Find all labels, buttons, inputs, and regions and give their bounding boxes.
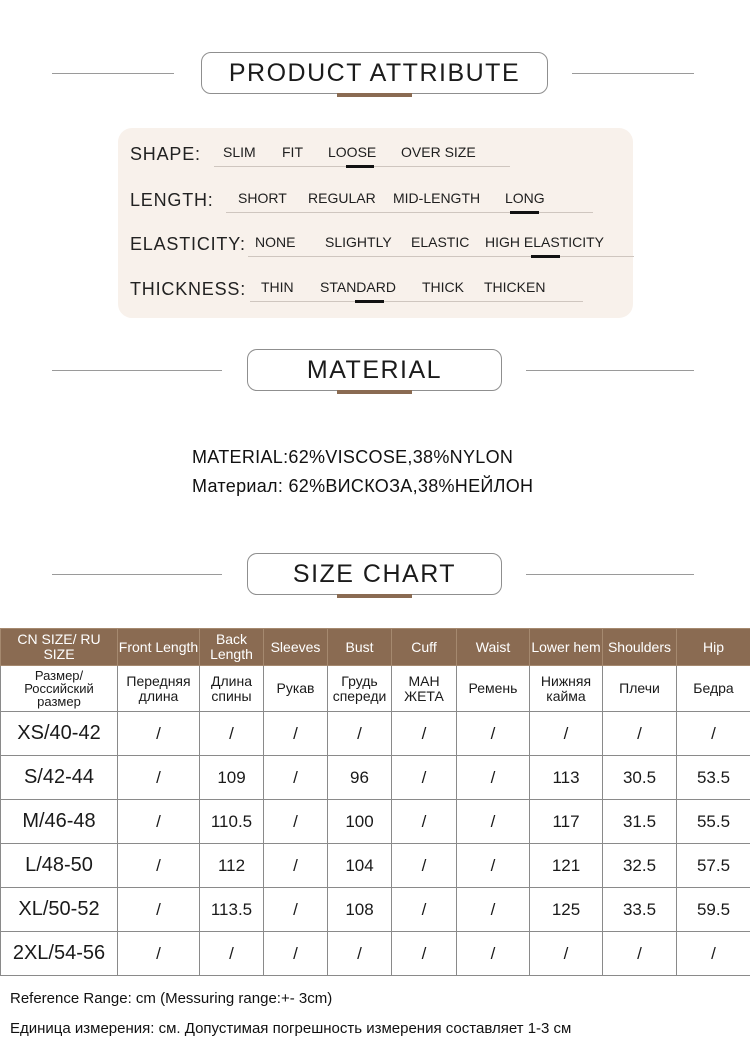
- table-cell: 117: [530, 800, 603, 844]
- attr-baseline: [250, 301, 583, 302]
- table-row: [1, 800, 750, 844]
- table-cell: 33.5: [603, 888, 677, 932]
- ru-column-header: Грудь спереди: [328, 666, 392, 712]
- table-cell: 121: [530, 844, 603, 888]
- material-ru: Материал: 62%ВИСКОЗА,38%НЕЙЛОН: [192, 476, 534, 496]
- table-cell: /: [118, 756, 200, 800]
- attr-option: ELASTIC: [411, 234, 470, 250]
- ru-column-header: Нижняя кайма: [530, 666, 603, 712]
- section-title: MATERIAL: [247, 349, 502, 391]
- table-cell: 100: [328, 800, 392, 844]
- column-header: Hip: [677, 629, 750, 666]
- table-cell: 104: [328, 844, 392, 888]
- table-cell: 59.5: [677, 888, 750, 932]
- table-header-row: [1, 629, 750, 666]
- divider-line: [526, 574, 694, 575]
- size-chart-header: [0, 553, 750, 603]
- size-cell: XL/50-52: [1, 888, 118, 932]
- table-row: [1, 712, 750, 756]
- table-cell: /: [264, 888, 328, 932]
- footnote-ru: Единица измерения: см. Допустимая погрешность измерения составляет 1-3 см: [10, 1020, 572, 1037]
- table-cell: 55.5: [677, 800, 750, 844]
- table-cell: /: [603, 932, 677, 976]
- table-cell: /: [457, 712, 530, 756]
- ru-column-header: МАН ЖЕТА: [392, 666, 457, 712]
- attr-option: SLIM: [223, 144, 256, 160]
- attr-option: FIT: [282, 144, 303, 160]
- table-cell: 113.5: [200, 888, 264, 932]
- material-en: MATERIAL:62%VISCOSE,38%NYLON: [192, 447, 514, 467]
- divider-line: [52, 370, 222, 371]
- attr-option: THIN: [261, 279, 294, 295]
- attr-option: REGULAR: [308, 190, 376, 206]
- table-cell: 57.5: [677, 844, 750, 888]
- table-cell: /: [677, 712, 750, 756]
- table-cell: /: [328, 712, 392, 756]
- table-cell: /: [264, 932, 328, 976]
- divider-line: [52, 73, 174, 74]
- attr-option: SLIGHTLY: [325, 234, 392, 250]
- table-cell: 53.5: [677, 756, 750, 800]
- table-cell: /: [200, 932, 264, 976]
- table-row: [1, 888, 750, 932]
- attr-option: THICKEN: [484, 279, 546, 295]
- ru-column-header: Бедра: [677, 666, 750, 712]
- table-row: [1, 844, 750, 888]
- table-cell: /: [264, 844, 328, 888]
- attr-option: MID-LENGTH: [393, 190, 481, 206]
- table-cell: /: [392, 800, 457, 844]
- selected-marker: [510, 211, 539, 214]
- title-underline: [337, 594, 412, 598]
- column-header: Sleeves: [264, 629, 328, 666]
- table-cell: /: [264, 800, 328, 844]
- attr-option: OVER SIZE: [401, 144, 476, 160]
- attr-option-selected: HIGH ELASTICITY: [485, 234, 605, 250]
- size-cell: 2XL/54-56: [1, 932, 118, 976]
- table-cell: /: [603, 712, 677, 756]
- table-cell: /: [457, 844, 530, 888]
- footnote-en: Reference Range: cm (Messuring range:+- 3cm): [10, 990, 333, 1007]
- selected-marker: [355, 300, 384, 303]
- selected-marker: [346, 165, 374, 168]
- table-cell: /: [457, 756, 530, 800]
- column-header: Back Length: [200, 629, 264, 666]
- attr-option-selected: LONG: [505, 190, 545, 206]
- table-cell: /: [118, 844, 200, 888]
- table-cell: /: [677, 932, 750, 976]
- table-cell: 112: [200, 844, 264, 888]
- title-underline: [337, 390, 412, 394]
- table-cell: /: [118, 888, 200, 932]
- ru-column-header: Ремень: [457, 666, 530, 712]
- divider-line: [526, 370, 694, 371]
- table-cell: /: [392, 712, 457, 756]
- attr-option: NONE: [255, 234, 296, 250]
- column-header: Bust: [328, 629, 392, 666]
- table-cell: /: [200, 712, 264, 756]
- attr-option: THICK: [422, 279, 464, 295]
- column-header: Shoulders: [603, 629, 677, 666]
- column-header: Cuff: [392, 629, 457, 666]
- table-cell: /: [457, 800, 530, 844]
- table-cell: /: [457, 932, 530, 976]
- table-cell: 96: [328, 756, 392, 800]
- attr-label: ELASTICITY:: [130, 234, 246, 254]
- attr-label: THICKNESS:: [130, 279, 247, 299]
- attr-label: SHAPE:: [130, 144, 201, 164]
- title-underline: [337, 93, 412, 97]
- column-header: Lower hem: [530, 629, 603, 666]
- table-cell: /: [118, 712, 200, 756]
- table-cell: 30.5: [603, 756, 677, 800]
- table-cell: 125: [530, 888, 603, 932]
- table-cell: /: [118, 932, 200, 976]
- attr-baseline: [248, 256, 634, 257]
- table-cell: /: [457, 888, 530, 932]
- product-attribute-header: [0, 52, 750, 102]
- material-header: [0, 349, 750, 399]
- table-cell: 109: [200, 756, 264, 800]
- table-cell: 31.5: [603, 800, 677, 844]
- ru-column-header: Размер/ Российский размер: [1, 666, 118, 712]
- table-cell: /: [392, 844, 457, 888]
- ru-column-header: Передняя длина: [118, 666, 200, 712]
- table-cell: 110.5: [200, 800, 264, 844]
- table-cell: 113: [530, 756, 603, 800]
- section-title: SIZE CHART: [247, 553, 502, 595]
- section-title: PRODUCT ATTRIBUTE: [201, 52, 548, 94]
- table-cell: /: [392, 932, 457, 976]
- table-cell: /: [328, 932, 392, 976]
- size-cell: S/42-44: [1, 756, 118, 800]
- table-cell: /: [530, 932, 603, 976]
- attribute-panel: [118, 128, 633, 318]
- selected-marker: [531, 255, 560, 258]
- attr-label: LENGTH:: [130, 190, 214, 210]
- column-header: Waist: [457, 629, 530, 666]
- ru-column-header: Длина спины: [200, 666, 264, 712]
- ru-column-header: Плечи: [603, 666, 677, 712]
- table-row: [1, 756, 750, 800]
- table-cell: /: [118, 800, 200, 844]
- size-cell: L/48-50: [1, 844, 118, 888]
- size-cell: XS/40-42: [1, 712, 118, 756]
- size-table: [0, 628, 750, 976]
- table-cell: /: [392, 756, 457, 800]
- size-cell: M/46-48: [1, 800, 118, 844]
- table-row: [1, 932, 750, 976]
- column-header: CN SIZE/ RU SIZE: [1, 629, 118, 666]
- attr-option-selected: STANDARD: [320, 279, 396, 295]
- divider-line: [572, 73, 694, 74]
- ru-column-header: Рукав: [264, 666, 328, 712]
- table-ru-header-row: [1, 666, 750, 712]
- table-cell: /: [530, 712, 603, 756]
- table-cell: /: [392, 888, 457, 932]
- attr-option-selected: LOOSE: [328, 144, 377, 160]
- column-header: Front Length: [118, 629, 200, 666]
- table-cell: 32.5: [603, 844, 677, 888]
- attr-option: SHORT: [238, 190, 287, 206]
- table-cell: 108: [328, 888, 392, 932]
- divider-line: [52, 574, 222, 575]
- table-cell: /: [264, 756, 328, 800]
- table-cell: /: [264, 712, 328, 756]
